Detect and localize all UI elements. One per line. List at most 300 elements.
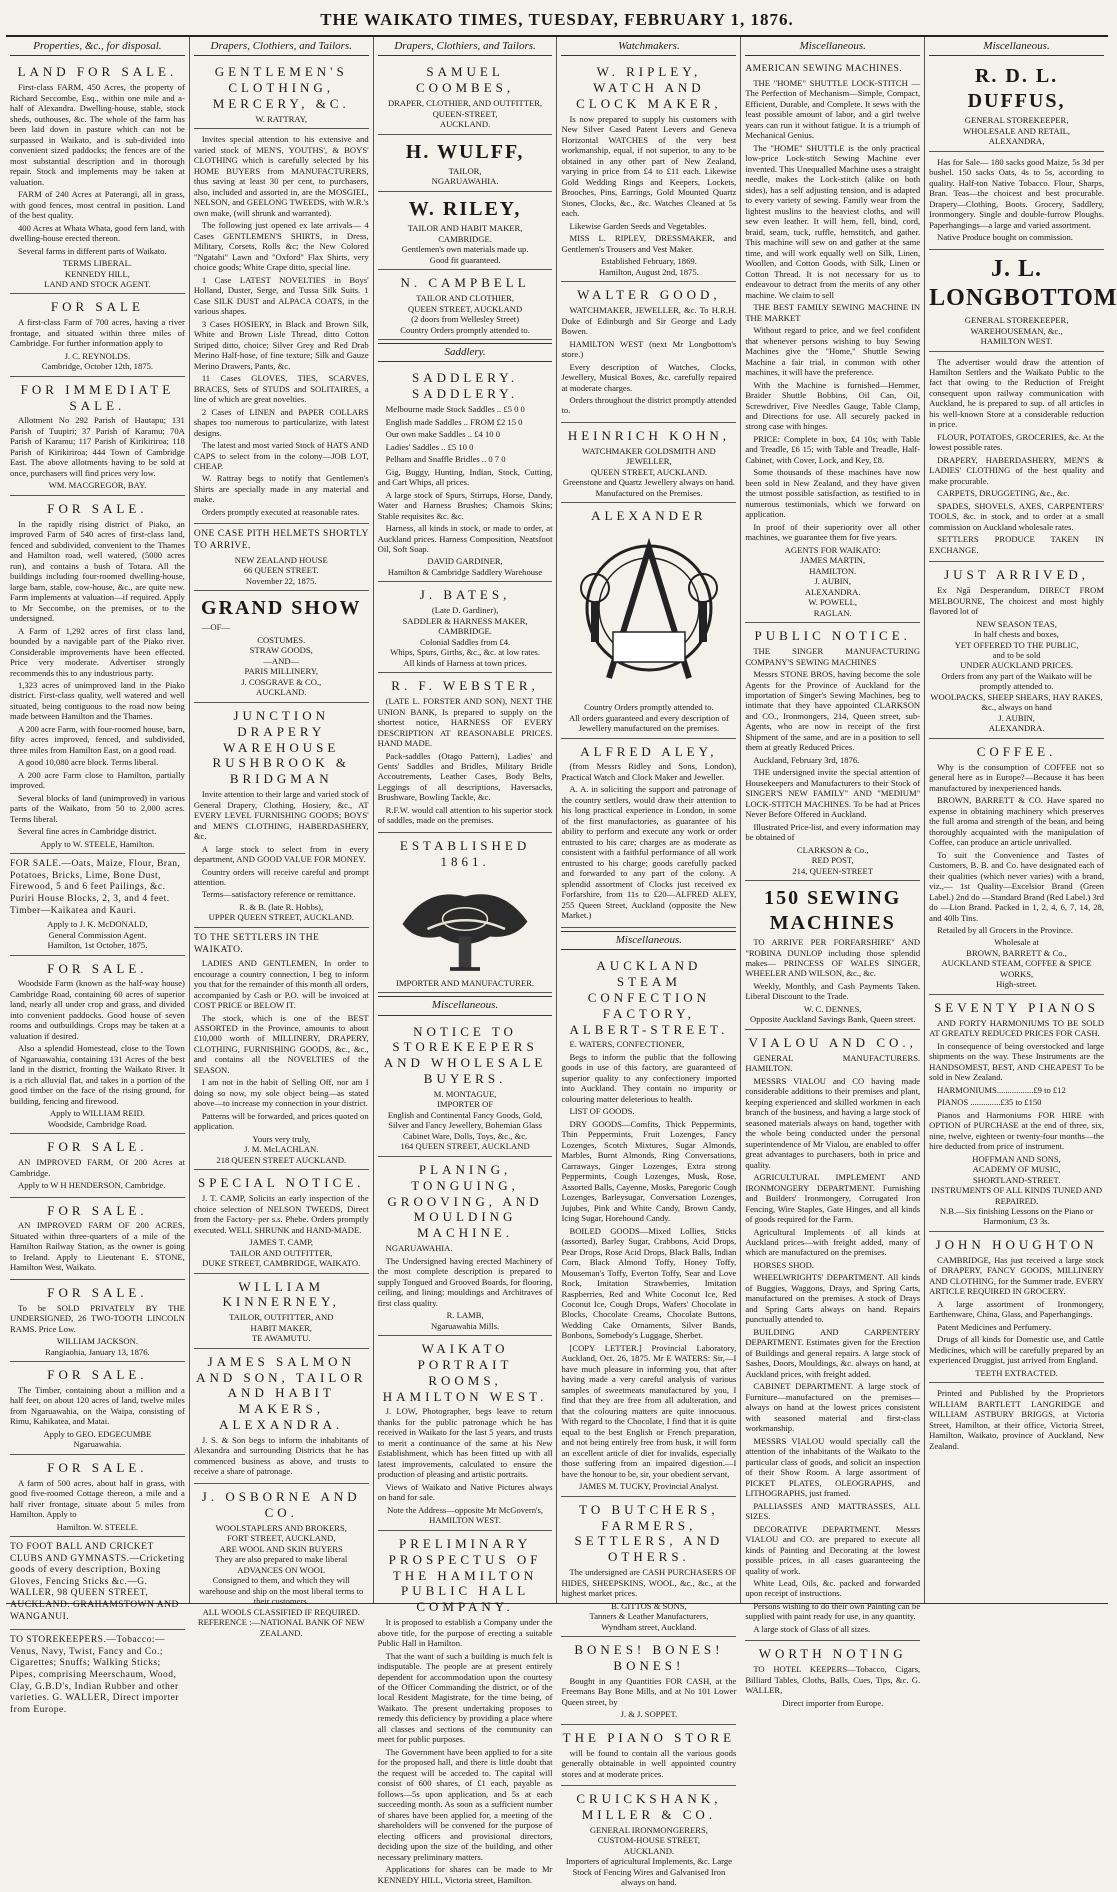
ad-line: DAVID GARDINER, (427, 556, 503, 567)
ad-paragraph: Also a splendid Homestead, close to the Town of Ngaruawahia, containing 131 Acres of the best land in the district, fronting the Waikato River. It is a rich alluvial flat, and takes in a portion of the good timber on the face of the rising ground, for building, fencing and firewood. (10, 1043, 185, 1106)
ad-body (10, 519, 185, 837)
ad-paragraph: The undersigned are CASH PURCHASERS OF HIDES, SHEEPSKINS, WOOL, &c., &c., at the highest market prices. (561, 1567, 737, 1599)
ad-paragraph: Has for Sale— 180 sacks good Maize, 5s 3d per bushel. 150 sacks Oats, 4s to 5s, according to quality. Half-ton Native Tobacco. Flour, Sharps, Bran. Teas—the choicest and best procurable. Drapery—Clothing, Boots. Grocery, Saddlery, Ironmongery. Single and double-furrow Ploughs. Paperhangings—a large and varied assortment. (929, 156, 1104, 230)
ad-line: ALEXANDRA. (988, 723, 1045, 734)
advertisement (378, 833, 553, 993)
ad-line: R. & B. (late R. Hobbs), (239, 901, 324, 912)
ad-line: Established February, 1869. (600, 256, 697, 267)
ad-line: ARE WOOL AND SKIN BUYERS (219, 1543, 343, 1554)
advertisement (10, 377, 185, 496)
ad-line: Ngaruawahia. (73, 1439, 122, 1450)
ad-line: and to be sold (992, 649, 1041, 660)
ad-title: TO THE SETTLERS IN THE WAIKATO. (193, 932, 320, 955)
ad-paragraph: CARPETS, DRUGGETING, &c., &c. (937, 488, 1070, 499)
ad-title: FOR SALE. (47, 1284, 148, 1300)
ad-title: J. L. LONGBOTTOM (929, 255, 1117, 311)
advertisement (10, 294, 185, 376)
column-heading: Miscellaneous. (929, 37, 1104, 56)
advertisement (929, 562, 1104, 739)
ad-line: UNDER AUCKLAND PRICES. (960, 660, 1074, 671)
ad-line: Gentlemen's own materials made up. (401, 244, 529, 255)
ad-line: HAMILTON WEST. (980, 336, 1053, 347)
ad-title: THE PIANO STORE (562, 1729, 736, 1745)
ad-line: N.B.—Six finishing Lessons on the Piano or Harmonium, £3 3s. (939, 1205, 1094, 1227)
ad-paragraph: AN IMPROVED FARM OF 200 ACRES, Situated within three-quarters of a mile of the Hamilton Railway Station, as the owner is going to Ireland. Apply to Lieutenant E. STONE, Hamilton West, Waikato. (10, 1220, 185, 1273)
ad-paragraph: In consequence of being overstocked and large shipments on the way. These Instruments are the HANDSOMEST, BEST, AND CHEAPEST To be sold in New Zealand. (929, 1040, 1104, 1083)
ad-paragraph: (from Messrs Ridley and Sons, London), Practical Watch and Clock Maker and Jeweller. (561, 761, 737, 782)
ad-line: In half chests and boxes, (974, 629, 1059, 640)
ad-paragraph: To suit the Convenience and Tastes of Customers, B. B. and Co. have designated each of their qualities (which never varies) with a brand, viz.,— 1st Quality—Excelsior Brand (Green Label.) 2nd do —Standard Brand (Red Label.) 3rd do —Lion Brand. Packed in 1, 2, 4, 6, 7, 14, 28, and 40lb Tins. (929, 849, 1104, 923)
advertisement (929, 1232, 1104, 1383)
ad-line: W. POWELL, (808, 597, 858, 608)
ad-body (929, 585, 1104, 616)
ad-paragraph: —OF— (201, 622, 231, 633)
ad-paragraph: In proof of their superiority over all other machines, we guarantee them for five years. (745, 521, 921, 543)
ad-title: WORTH NOTING (758, 1646, 907, 1662)
ad-body (745, 1053, 920, 1635)
ad-paragraph: Invites special attention to his extensive and varied stock of MEN'S, YOUTHS', & BOYS' CLOTHING which is carefully selected by his HOME BUYERS from MANUFACTURERS, thus saving at least 30 per cent, to purchasers, also, included and assorted in, are the MOSGIEL, NELSON, and GEELONG TWEEDS, with W.R.'s own make, (will shrunk and warranted). (193, 134, 369, 218)
column-heading: Properties, &c., for disposal. (10, 37, 185, 56)
ad-title: COFFEE. (976, 743, 1057, 759)
ad-line: Cambridge, October 12th, 1875. (41, 361, 154, 372)
ad-line: Greenstone and Quartz Jewellery always on hand. Manufactured on the Premises. (562, 477, 735, 498)
ad-title: J. OSBORNE AND CO. (201, 1488, 361, 1520)
ad-body (194, 134, 369, 517)
ad-title: WILLIAM KINNERNEY, (222, 1278, 340, 1310)
ad-paragraph: Country orders will receive careful and prompt attention. (193, 866, 369, 887)
newspaper-page (6, 6, 1117, 1888)
advertisement (378, 1019, 553, 1157)
ad-paragraph: A good 10,080 acre block. Terms liberal. (18, 757, 159, 768)
advertisement (745, 1641, 920, 1712)
ad-title: ALEXANDER (591, 508, 707, 524)
ad-line: 218 QUEEN STREET AUCKLAND. (216, 1154, 347, 1165)
ad-line: INSTRUMENTS OF ALL KINDS TUNED AND REPAIRED. (930, 1185, 1103, 1206)
ad-paragraph: BROWN, BARRETT & CO. Have spared no expense in obtaining machinery which preserves the full aroma and strength of the bean, and being thoroughly acquainted with the manipulation of Coffee, can produce an article unrivalled. (929, 795, 1104, 848)
ad-line: 214, QUEEN-STREET (792, 865, 874, 876)
ad-paragraph: The advertiser would draw the attention of Hamilton Settlers and the Waikato Public to the fact that owing to the Reduction of Freight consequent upon railway communication with Auckland, he is prepared to sup. of all articles in his well-known Store at a considerable reduction in price. (929, 356, 1104, 430)
advertisement (929, 250, 1117, 352)
advertisement (745, 59, 920, 623)
ad-paragraph: It is proposed to establish a Company under the above title, for the purpose of erecting a suitable Public Hall in Hamilton. (377, 1617, 553, 1649)
ad-line: WM. MACGREGOR, BAY. (48, 480, 147, 491)
ad-line: CLARKSON & Co., (796, 844, 869, 855)
ad-line: W. RATTRAY, (255, 113, 307, 124)
ad-line: AUCKLAND. (256, 687, 307, 698)
ad-paragraph: FARM of 240 Acres at Paterangi, all in grass, with good fences, most central in position. Land of the best quality. (10, 189, 185, 221)
ad-paragraph: Pelham and Snaffle Bridles .. 0 7 0 (385, 454, 506, 465)
ad-paragraph: WATCHMAKER, JEWELLER, &c. To H.R.H. Duke of Edinburgh and Sir George and Lady Bowen. (561, 305, 737, 337)
ad-line: Apply to J. K. McDONALD, (47, 919, 148, 930)
ad-line: Hamilton & Cambridge Saddlery Warehouse (387, 566, 543, 577)
column-2 (189, 37, 373, 1638)
ad-line: J. AUBIN, (814, 576, 851, 587)
ad-title: R. D. L. DUFFUS, (967, 65, 1066, 112)
ad-line: YET OFFERED TO THE PUBLIC, (954, 639, 1079, 650)
section-heading: Miscellaneous. (378, 996, 553, 1015)
ad-body (561, 114, 736, 254)
ad-body (194, 789, 369, 900)
masthead: THE WAIKATO TIMES, TUESDAY, FEBRUARY 1, 1876. (6, 6, 1108, 37)
ad-title: W. RILEY, (408, 197, 522, 220)
ad-title: SEVENTY PIANOS (934, 999, 1100, 1015)
section-heading: Miscellaneous. (561, 931, 736, 950)
advertisement (929, 152, 1104, 250)
ad-title: VIALOU AND CO., (748, 1034, 917, 1050)
ad-line: WOOLPACKS, SHEEP SHEARS, HAY RAKES, &c., always on hand (930, 691, 1103, 713)
ad-paragraph: Woodside Farm (known as the half-way house) Cambridge Road, containing 60 acres of superior land, nearly all under crop and grass, and divided into convenient paddocks. Good house of seven rooms and outbuildings. Crops may be taken at a valuation if desired. (10, 978, 185, 1041)
ad-paragraph: DECORATIVE DEPARTMENT. Messrs VIALOU and CO. are prepared to execute all kinds of Painting and Decorating at the lowest possible prices, in all cases guaranteeing the quality of work. (745, 1523, 921, 1576)
ad-line: IMPORTER AND MANUFACTURER. (396, 977, 535, 988)
advertisement (378, 59, 553, 134)
ad-title: JUST ARRIVED, (944, 567, 1090, 583)
ad-line: Country Orders promptly attended to. (400, 324, 530, 335)
ad-line: M. MONTAGUE, (433, 1088, 497, 1099)
column-heading: Watchmakers. (561, 37, 736, 56)
ad-line: ALEXANDRA. (804, 586, 861, 597)
ad-paragraph: 1,323 acres of unimproved land in the Piako district. First-class quality, well watered and well situated, being contiguous to the road now being made between Hamilton and the Thames. (10, 679, 185, 722)
ad-paragraph: 3 Cases HOSIERY, in Black and Brown Silk, White and Brown Lisle Thread, ditto Cotton Striped ditto, choice; Silver Grey and Red Drab Merino Half-hose, of fine texture; Silk and Gauze Merino Drawers, Pants, &c. (193, 318, 369, 371)
advertisement (378, 270, 553, 340)
ad-line: KENNEDY HILL, (64, 268, 130, 279)
advertisement (378, 1336, 553, 1531)
ad-body (10, 1385, 185, 1427)
ad-title: FOR IMMEDIATE SALE. (20, 381, 175, 413)
advertisement (194, 928, 369, 1170)
advertisement (10, 854, 185, 955)
advertisement (10, 1455, 185, 1537)
ad-line: Country Orders promptly attended to. (584, 702, 714, 713)
ad-paragraph: A 200 acre Farm, with four-roomed house, barn, fifty acres improved, fenced, and subdivided, three miles from Hamilton East, on a good road. (10, 723, 185, 755)
ad-paragraph: Begs to inform the public that the following goods in use of this factory, are guaranteed of superior quality to any confectionery imported into Auckland. They contain no impurity or colouring matter deleterious to health. (561, 1051, 737, 1104)
ad-line: Apply to WILLIAM REID. (49, 1108, 145, 1119)
ad-line: WOOLSTAPLERS AND BROKERS, (215, 1522, 347, 1533)
ad-line: CAMBRIDGE. (438, 233, 492, 244)
ad-line: W. C. DENNES, (803, 1003, 862, 1014)
ad-title: WAIKATO PORTRAIT ROOMS, HAMILTON WEST. (382, 1341, 548, 1404)
ad-line: JAMES MARTIN, (800, 555, 866, 566)
ad-title: WALTER GOOD, (577, 287, 721, 303)
ad-body (929, 357, 1104, 556)
ad-paragraph: With the Machine is furnished—Hemmer, Braider Shuttle Bobbins, Oil Can, Oil, Screwdriver, Five Needles Gauge, Table Clamp, and Directions for use. All securely packed in strong case with hinges. (745, 379, 921, 432)
ad-line: Orders from any part of the Waikato will be promptly attended to. (941, 670, 1092, 692)
ad-line: COSTUMES. (257, 634, 306, 645)
ad-paragraph: Retailed by all Grocers in the Province. (937, 924, 1073, 935)
ad-line: (2 doors from Wellesley Street) (411, 314, 520, 325)
ad-line: ACADEMY OF MUSIC, (972, 1164, 1061, 1175)
ad-paragraph: To be SOLD PRIVATELY BY THE UNDERSIGNED, 26 TWO-TOOTH LINCOLN RAMS. Price Low. (10, 1302, 185, 1334)
ad-line: AUCKLAND. (439, 119, 491, 130)
ad-paragraph: Native Produce bought on commission. (937, 232, 1073, 243)
ad-paragraph: Views of Waikato and Native Pictures always on hand for sale. (377, 1481, 553, 1503)
ad-paragraph: WHEELWRIGHTS' DEPARTMENT. All kinds of Buggies, Waggons, Drays, and Spring Carts, manufactured on the premises. A stock of Drays and Spring Carts always on hand. Repairs punctually attended to. (745, 1272, 921, 1325)
ad-line: JAMES T. CAMP, (249, 1237, 314, 1248)
column-1 (6, 37, 189, 1715)
ad-line: Whips, Spurs, Girths, &c., &c. at low rates. (390, 647, 541, 658)
ad-title: PUBLIC NOTICE. (754, 628, 911, 644)
ad-paragraph: (LATE L. FORSTER AND SON), NEXT THE UNION BANK, Is prepared to supply on the shortest notice, HARNESS OF EVERY DESCRIPTION AT REASONABLE PRICES. HAND MADE. (377, 696, 553, 749)
advertisement (929, 59, 1104, 151)
ad-line: TERMS LIBERAL. (62, 258, 133, 269)
advertisement (10, 1537, 185, 1630)
ad-line: QUEEN-STREET, (432, 108, 498, 119)
ad-paragraph: The latest and most varied Stock of HATS AND CAPS to select from in the colony—JOB LOT, CHEAP. (193, 440, 369, 471)
ad-body (561, 1567, 736, 1598)
ad-line: PARIS MILLINERY, (244, 666, 319, 677)
ad-title: HEINRICH KOHN, (567, 427, 730, 443)
ad-body (378, 696, 553, 826)
ad-paragraph: The "HOME" SHUTTLE is the only practical low-price Lock-stitch Sewing Machine ever invented. This Unequalled Machine uses a straight needle, makes the Lock-stitch (alike on both sides), has a self adjusting tension, and is adapted to every variety of sewing. Family wear from the lightest muslins to the heaviest cloths, and will sew even leather. It will hem, fell, bind, cord, braid, seam, tuck, ruffle, hemstitch, and gather. This machine will sew on and gather at the same time, and will work equally well on Silk, Linen, Woollen, and Cotton Goods, with Silk, Linen or Cotton Thread. It is not necessary for us to endeavour to detract from the merits of any other machine. We claim to sell (745, 142, 921, 300)
ad-paragraph: 400 Acres at Whata Whata, good fern land, with dwelling-house erected thereon. (10, 222, 185, 244)
ad-line: English and Continental Fancy Goods, Gold, Silver and Fancy Jewellery, Bohemian Glass Cabinet Ware, Dolls, Toys, &c., &c. (387, 1109, 543, 1141)
advertisement (561, 1786, 736, 1892)
ad-line: (Late D. Gardiner), (431, 605, 499, 616)
ad-line: AGENTS FOR WAIKATO: (784, 544, 881, 555)
ad-paragraph: LIST OF GOODS. (569, 1106, 635, 1117)
ad-paragraph: Terms—satisfactory reference or remittance. (201, 889, 356, 900)
ad-line: Hamilton, August 2nd, 1875. (599, 266, 699, 277)
ad-paragraph: THE undersigned invite the special attention of Housekeepers and Manufacturers to their Stock of SINGER'S NEW FAMILY" AND "MEDIUM" LOCK-STITCH MACHINES. To be had at Prices Never Before Offered in Auckland. (745, 767, 921, 820)
ad-body (561, 761, 736, 920)
ad-paragraph: A large stock to select from in every department, AND GOOD VALUE FOR MONEY. (193, 843, 369, 865)
ad-paragraph: Persons wishing to do their own Painting can be supplied with paint ready for use, in any quantity. (745, 1600, 921, 1622)
ad-paragraph: Orders throughout the district promptly attended to. (561, 394, 737, 416)
ad-line: WHOLESALE AND RETAIL, (963, 125, 1071, 136)
ad-line: RED POST, (811, 855, 854, 866)
section-heading: Saddlery. (378, 343, 553, 362)
ad-paragraph: [COPY LETTER.] Provincial Laboratory, Auckland, Oct. 26, 1875. Mr E WATERS: Sir,—I have much pleasure in informing you, that after having made a very careful analysis of various samples of sweetmeats manufactured by you, I find that they are free from all adulteration, and that the colouring matters are quite innocuous. With regard to the Chocolate, I find that it is quite equal to the best English or French preparation, and not being entirely free from husk, it will form an excellent article of diet for invalids, especially those suffering from an impaired digestion.—I have the honour to be, sir, your obedient servant, (561, 1342, 737, 1479)
ad-line: 66 QUEEN STREET. (243, 565, 319, 576)
advertisement (194, 59, 369, 129)
ad-title: SADDLERY. SADDLERY. (411, 370, 519, 402)
watch-jewellery-illustration (561, 528, 736, 698)
ad-line: They are also prepared to make liberal (215, 1554, 348, 1565)
ad-paragraph: will be found to contain all the various goods generally obtainable in well appointed country stores and at moderate prices. (561, 1747, 737, 1779)
ad-line: STRAW GOODS, (249, 645, 313, 656)
ad-line: HABIT MAKER, (250, 1322, 312, 1333)
ad-title: JAMES SALMON AND SON, TAILOR AND HABIT MAKERS, ALEXANDRA. (196, 1353, 367, 1433)
ad-line: WILLIAM JACKSON. (56, 1336, 138, 1347)
advertisement (10, 1630, 185, 1722)
ad-title: PRELIMINARY PROSPECTUS OF THE HAMILTON PUBLIC HALL COMPANY. (388, 1535, 542, 1615)
ad-body (561, 1748, 736, 1779)
ad-line: CAMBRIDGE. (438, 626, 492, 637)
ad-body (745, 78, 920, 543)
ad-line: —AND— (263, 655, 300, 666)
ad-line: LAND AND STOCK AGENT. (44, 278, 151, 289)
ad-paragraph: DRAPERY, HABERDASHERY, MEN'S & LADIES' CLOTHING of the best quality and make procurable. (929, 454, 1104, 486)
ad-line: Tanners & Leather Manufacturers, (589, 1611, 709, 1622)
ad-body (10, 317, 185, 348)
ad-line: WATCHMAKER GOLDSMITH AND (582, 445, 716, 456)
ad-body (561, 1039, 736, 1479)
advertisement (561, 503, 736, 738)
ad-body (378, 1617, 553, 1885)
ad-body (745, 1664, 920, 1695)
ad-paragraph: 2 Cases of LINEN and PAPER COLLARS shapes too numerous to particularize, with latest designs. (193, 406, 369, 438)
ad-body (10, 415, 185, 478)
advertisement (10, 956, 185, 1135)
ad-paragraph: Drugs of all kinds for Domestic use, and Cattle Medicines, which will be carefully prepared by an experienced Druggist, just arrived from England. (929, 1334, 1104, 1366)
ad-line: Colonial Saddles from £4. (419, 636, 511, 647)
advertisement (378, 1157, 553, 1336)
ad-paragraph: A 200 acre Farm close to Hamilton, partially improved. (10, 769, 185, 791)
ad-body (10, 1157, 185, 1190)
ad-paragraph: AND FORTY HARMONIUMS TO BE SOLD AT GREATLY REDUCED PRICES FOR CASH. (929, 1017, 1104, 1039)
ad-line: AUCKLAND. (623, 1845, 675, 1856)
ad-line: GENERAL IRONMONGERERS, (589, 1824, 708, 1835)
ad-title: TO FOOT BALL AND CRICKET CLUBS AND GYMNASTS.—Cricketing goods of every description, Boxing Gloves, Fencing Sticks &c.—G. WALLER, 98 QUEEN STREET, AUCKLAND. GRAHAMSTOWN AND WANGANUI. (10, 1542, 185, 1622)
ad-line: J. AUBIN, (998, 712, 1035, 723)
ad-line: TAILOR, OUTFITTER, AND (229, 1312, 334, 1323)
ad-paragraph: Auckland, February 3rd, 1876. (753, 754, 860, 765)
advertisement (378, 1531, 553, 1891)
ad-paragraph: A first-class Farm of 700 acres, having a river frontage, and situated within three miles of Cambridge. For further information apply to (10, 317, 185, 349)
ad-paragraph: Patent Medicines and Perfumery. (937, 1321, 1052, 1332)
ad-paragraph: LADIES AND GENTLEMEN, In order to encourage a country connection, I beg to inform you that for the remainder of this month all orders, accompanied by Cash or P.O. will be invoiced at COST PRICE or BELOW IT. (193, 958, 369, 1011)
ad-paragraph: BOILED GOODS—Mixed Lollies, Sticks (assorted), Barley Sugar, Crabbons, Acid Drops, Pear Drops, Rose Acid Drops, Black Balls, Indian Corn, Black Almond Toffy, Honey Toffy, Mouseman's Toffy, Everton Toffy, Sear and Love Rock, Imitation Strawberries, Imitation Raspberries, Red and White Coconut Ice, Red Coconut Ice, Cough Drops, Wafers' Chocolate in Blocks, Chocolate Creams, Chocolate Buttons, Wedding Cake Ornaments, Silver Bands, Bonbons, Somebody's Luggage, Sherbet. (561, 1225, 737, 1341)
ad-paragraph: In the rapidly rising district of Piako, an improved Farm of 540 acres of first-class land, fenced and subdivided, convenient to the Thames and Hamilton road, well watered, (5000 acres run), and contains a bush of Totara. All the buildings including four-roomed dwelling-house, large barn, stable, cow-house, &c., are quite new. Farm implements at valuation—if required. Apply to Mr Seccombe, on the premises, or to the undersigned. (10, 518, 185, 624)
advertisement (194, 524, 369, 591)
column-heading: Drapers, Clothiers, and Tailors. (194, 37, 369, 56)
ad-paragraph: A Farm of 1,292 acres of first class land, bounded by a navigable part of the Piako river. Considerable improvements have been effected. Price very moderate. Advertiser strongly recommends this to any industrious party. (10, 625, 185, 678)
advertisement (194, 591, 369, 703)
advertisement (745, 623, 920, 881)
ad-paragraph: Bought in any Quantities FOR CASH, at the Freemans Bay Bone Mills, and at No 101 Lower Queen street, by (561, 1675, 737, 1707)
advertisement (194, 1274, 369, 1349)
ad-paragraph: Melbourne made Stock Saddles .. £5 0 0 (385, 404, 525, 415)
ad-paragraph: PALLIASSES AND MATTRASSES, ALL SIZES. (745, 1500, 921, 1522)
ad-line: REFERENCE :—NATIONAL BANK OF NEW ZEALAND. (197, 1617, 365, 1638)
ad-line: All kinds of Harness at town prices. (403, 657, 527, 668)
columns (6, 37, 1117, 1888)
ad-line: ALL WOOLS CLASSIFIED IF REQUIRED. (202, 1606, 360, 1617)
ad-paragraph: Some thousands of these machines have now been sold in New Zealand, and they have given the utmost possible satisfaction, as testified to in numerous testimonials, which we forward on application. (745, 467, 921, 520)
ad-paragraph: Invite attention to their large and varied stock of General Drapery, Clothing, Hosiery, &c., AT EVERY LEVEL FURNISHING GOODS; BOYS' and MEN'S CLOTHING, HABERDASHERY, &c. (193, 789, 369, 842)
ad-paragraph: Gig, Buggy, Hunting, Indian, Stock, Cutting, and Cart Whips, all prices. (377, 466, 553, 488)
ad-line: TAILOR AND OUTFITTER, (230, 1247, 333, 1258)
ad-body (10, 1220, 185, 1272)
advertisement (745, 1030, 920, 1642)
ad-body (929, 762, 1104, 936)
ad-paragraph: The Timber, containing about a million and a half feet, on about 120 acres of land, twelve miles from Ngaruawahia, on the Waipa, consisting of Rimu, Kahikatea, and Matai. (10, 1384, 185, 1427)
ad-title: PLANING, TONGUING, GROOVING, AND MOULDING MACHINE. (387, 1161, 543, 1241)
ad-line: TAILOR, (448, 165, 482, 176)
ad-paragraph: THE "HOME" SHUTTLE LOCK-STITCH —The Perfection of Mechanism—Simple, Compact, Efficient, Durable, and Complete. It sews with the least possible amount of labor, and a girl twelve years can run it without fatigue. It is a triumph of Mechanical Genius. (745, 77, 921, 141)
ad-line: All orders guaranteed and every description of Jewellery manufactured on the premises. (568, 712, 729, 734)
ad-paragraph: Pianos and Harmoniums FOR HIRE with OPTION of PURCHASE at the end of three, six, nine, twelve, eighteen or twenty-four months—the hire deducted from price of instrument. (929, 1109, 1104, 1152)
ad-line: November 22, 1875. (245, 575, 317, 586)
ad-paragraph: SPADES, SHOVELS, AXES, CARPENTERS' TOOLS, &c. in stock, and to order at a small commission on Auckland wholesale rates. (929, 500, 1104, 532)
advertisement (561, 953, 736, 1497)
ad-line: Apply to W. STEELE, Hamilton. (40, 838, 155, 849)
advertisement (10, 1362, 185, 1455)
ad-line: J. C. REYNOLDS. (64, 350, 131, 361)
ad-title: H. WULFF, (405, 140, 525, 163)
ad-paragraph: HORSES SHOD. (753, 1259, 814, 1270)
ad-line: WAREHOUSEMAN, &c., (970, 325, 1063, 336)
ad-line: Opposite Auckland Savings Bank, Queen street. (750, 1014, 916, 1025)
watch-icon (569, 528, 729, 698)
ad-body (378, 1406, 553, 1502)
ad-line: Hamilton, 1st October, 1875. (47, 940, 148, 951)
ad-line: SADDLER & HARNESS MAKER, (402, 615, 528, 626)
ad-paragraph: PRICE: Complete in box, £4 10s; with Table and Treadle, £6 15; with Table and Treadle, Half-Cabinet, with Cover, Lock, and Key, £8. (745, 433, 921, 465)
ad-line: HOFFMAN AND SONS, (972, 1153, 1061, 1164)
ad-body (561, 305, 736, 416)
ad-paragraph: TO HOTEL KEEPERS—Tobacco, Cigars, Billiard Tables, Cloths, Balls, Cues, Tips, &c. G. WALLER, (745, 1664, 921, 1696)
ad-title: GRAND SHOW (200, 597, 362, 620)
ad-paragraph: MESSRS VIALOU would specially call the attention of the inhabitants of the Waikato to the particular class of goods, and solicit an inspection of their Show Room. A large assortment of PICKET PLATES, OLEOGRAPHS, and LITHOGRAPHS, just framed. (745, 1435, 921, 1499)
ad-title: JUNCTION DRAPERY WAREHOUSE RUSHBROOK & BRIDGMAN (212, 707, 351, 787)
ad-paragraph: Ex Ngā Desperandum, DIRECT FROM MELBOURNE, The choicest and most highly flavored lot of (929, 585, 1104, 617)
ad-line: TE AWAMUTU. (251, 1333, 311, 1344)
advertisement (378, 365, 553, 582)
ad-paragraph: Our own make Saddles .. £4 10 0 (385, 429, 500, 440)
ad-paragraph: A. A. in soliciting the support and patronage of the country settlers, would draw their attention to his long practical experience in London, in some of the first manufactories, as guarantee of his ability to perform and execute any work or order entrusted to his care; charges are as moderate as consistent with a faithful performance of all work entrusted to his charge; goods carefully packed and forwarded to any part of the colony. A splendid assortment of Clocks just received ex Forfarshire, from 11s to £20—ALFRED ALEY, 255 Queen Street, Auckland (opposite the New Market.) (561, 784, 737, 921)
ad-paragraph: 1 Case LATEST NOVELTIES in Boys' Holland, Duster, Serge, and Tussa Silk Suits. 1 Case SILK DUST and ALPACA COATS, in the various shapes. (193, 274, 369, 317)
ad-paragraph: The stock, which is one of the BEST ASSORTED in the Province, amounts to about £10,000 worth of MILLINERY, DRAPERY, CLOTHING, FURNISHING GOODS, &c., &c., and contains all the NOVELTIES of the SEASON. (193, 1012, 369, 1075)
advertisement (378, 673, 553, 833)
ad-line: General Commission Agent. (48, 929, 147, 940)
ad-line: Wyndham street, Auckland. (601, 1621, 697, 1632)
ad-title: AUCKLAND STEAM CONFECTION FACTORY, ALBERT-STREET. (569, 958, 729, 1037)
ad-line: J. COSGRAVE & CO., (241, 676, 322, 687)
advertisement (194, 1349, 369, 1484)
ad-line: DUKE STREET, CAMBRIDGE, WAIKATO. (202, 1258, 361, 1269)
advertisement (561, 739, 736, 928)
ad-title: TO BUTCHERS, FARMERS, SETTLERS, AND OTHERS. (574, 1501, 724, 1565)
ad-title: SPECIAL NOTICE. (198, 1175, 365, 1191)
advertisement (561, 1725, 736, 1786)
advertisement (378, 135, 553, 192)
ad-title: BONES! BONES! BONES! (574, 1642, 724, 1673)
ad-body (10, 82, 185, 256)
ad-paragraph: Is now prepared to supply his customers with New Silver Cased Patent Levers and Geneva Horizontal WATCHES of the very best workmanship, equal, if not superior, to any to be obtained in any other part of New Zealand, varying in price from £4 to £11 each. Likewise Gold Wedding Rings and Keepers, Lockets, Brooches, Pins, Earrings, Gold Mounted Quartz Stones, Clocks, &c., &c. Watches Cleaned at 5s each. (561, 113, 737, 219)
ad-body (561, 1676, 736, 1707)
ad-line: Good fit guaranteed. (429, 254, 501, 265)
ad-paragraph: AGRICULTURAL IMPLEMENT AND IRONMONGERY DEPARTMENT. Furnishing and Builders' Ironmongery, Corrugated Iron Fencing, Wire Staples, Gate Hinges, and all kinds of goods required for the Farm. (745, 1172, 921, 1225)
ad-title: 150 SEWING MACHINES (764, 887, 902, 934)
ad-paragraph: BUILDING AND CARPENTERY DEPARTMENT. Estimates given for the Erection of Buildings and general repairs. A large stock of Sashes, Doors, Mouldings, &c. always on hand, at Auckland prices, with freight added. (745, 1326, 921, 1379)
advertisement (194, 1170, 369, 1273)
ad-line: Hamilton. W. STEELE. (56, 1521, 139, 1532)
ad-body (378, 1243, 553, 1308)
ad-line: QUEEN STREET, AUCKLAND (407, 303, 523, 314)
advertisement (378, 192, 553, 270)
ad-line: R. LAMB, (446, 1310, 484, 1321)
ad-line: J. M. McLACHLAN. (244, 1144, 319, 1155)
ad-body (194, 958, 369, 1132)
ad-line: CUSTOM-HOUSE STREET, (597, 1835, 701, 1846)
ad-title: FOR SALE (50, 299, 144, 315)
saddle-icon (390, 874, 540, 974)
ad-line: Importers of agricultural Implements, &c. Large Stock of Fencing Wires and Galvanised Iron always on hand. (565, 1856, 732, 1888)
column-6 (924, 37, 1117, 1603)
ad-paragraph: J. S. & Son begs to inform the inhabitants of Alexandra and surrounding Districts that he has commenced business as above, and trusts to receive a share of patronage. (193, 1435, 369, 1477)
ad-title: JOHN HOUGHTON (935, 1236, 1098, 1252)
ad-title: FOR SALE. (47, 1139, 148, 1155)
advertisement (10, 1198, 185, 1280)
ad-paragraph: Printed and Published by the Proprietors WILLIAM BARTLETT LANGRIDGE and WILLIAM ASTBURY BRIGGS, at Victoria Street, Hamilton, at their office, Victoria Street, Hamilton, Waikato, province of Auckland, New Zealand. (929, 1388, 1104, 1451)
ad-body (929, 157, 1104, 243)
ad-line: DRAPER, CLOTHIER, AND OUTFITTER, (387, 98, 543, 109)
ad-line: ALEXANDRA, (988, 136, 1045, 147)
ad-paragraph: THE BEST FAMILY SEWING MACHINE IN THE MARKET (745, 302, 921, 323)
ad-paragraph: A large assortment of Ironmongery, Earthenware, China, Glass, and Paperhangings. (929, 1298, 1104, 1320)
ad-line: GENERAL STOREKEEPER, (964, 315, 1069, 326)
ad-paragraph: R.F.W. would call attention to his superior stock of saddles, made on the premises. (377, 804, 553, 826)
